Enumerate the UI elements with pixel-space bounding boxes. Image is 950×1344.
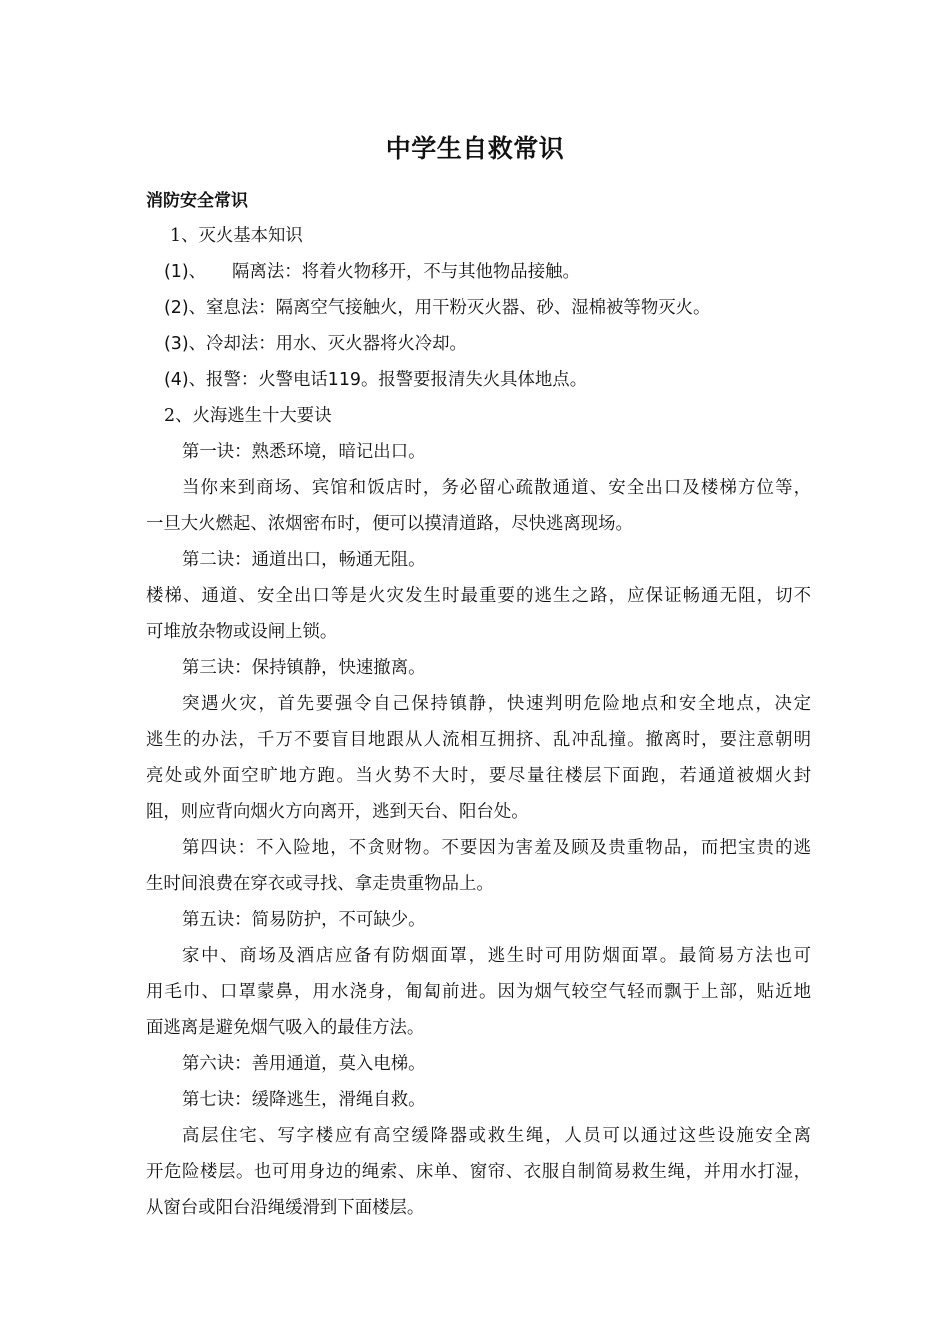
method-separator: 、 (188, 334, 207, 354)
method-text: 隔离法：将着火物移开，不与其他物品接触。 (232, 262, 580, 282)
tip-2-line-2: 可堆放杂物或设闸上锁。 (146, 622, 338, 642)
method-text: 冷却法：用水、灭火器将火冷却。 (206, 334, 467, 354)
tip-5-line-1: 家中、商场及酒店应备有防烟面罩，逃生时可用防烟面罩。最简易方法也可 (182, 946, 811, 966)
method-item-4 (146, 362, 811, 398)
method-separator: 、 (188, 262, 207, 282)
method-item-2 (146, 290, 811, 326)
tip-heading-3: 第三诀：保持镇静，快速撤离。 (182, 658, 426, 678)
tip-5-line-2: 用毛巾、口罩蒙鼻，用水浇身，匍匐前进。因为烟气较空气轻而飘于上部，贴近地 (146, 982, 811, 1002)
method-item-3 (146, 326, 811, 362)
method-number: (2) (164, 298, 189, 318)
method-separator: 、 (188, 370, 207, 390)
tip-heading-1: 第一诀：熟悉环境，暗记出口。 (182, 442, 426, 462)
tip-7-line-2: 开危险楼层。也可用身边的绳索、床单、窗帘、衣服自制简易救生绳，并用水打湿， (146, 1162, 811, 1182)
tip-2-line-1: 楼梯、通道、安全出口等是火灾发生时最重要的逃生之路，应保证畅通无阻，切不 (146, 586, 811, 606)
tip-heading-5: 第五诀：简易防护，不可缺少。 (182, 910, 426, 930)
tip-5-line-3: 面逃离是避免烟气吸入的最佳方法。 (146, 1018, 425, 1038)
document-body (146, 186, 811, 1226)
method-number: (4) (164, 370, 189, 390)
tip-7-line-3: 从窗台或阳台沿绳缓滑到下面楼层。 (146, 1198, 425, 1218)
tip-heading-6: 第六诀：善用通道，莫入电梯。 (182, 1054, 426, 1074)
method-text: 。报警要报清失火具体地点。 (361, 370, 588, 390)
method-number: (1) (164, 262, 189, 282)
method-item-1 (146, 254, 811, 290)
tip-heading-7: 第七诀：缓降逃生，滑绳自救。 (182, 1090, 426, 1110)
method-separator: 、 (188, 298, 207, 318)
method-text: 报警：火警电话 (206, 370, 328, 390)
subsection-heading-2: 2、火海逃生十大要诀 (164, 406, 332, 426)
document-title: 中学生自救常识 (385, 134, 565, 163)
tip-heading-2: 第二诀：通道出口，畅通无阻。 (182, 550, 426, 570)
section-title: 消防安全常识 (146, 191, 248, 211)
tip-3-line-2: 逃生的办法，千万不要盲目地跟从人流相互拥挤、乱冲乱撞。撤离时，要注意朝明 (146, 730, 811, 750)
subsection-heading-1: 1、灭火基本知识 (170, 226, 303, 246)
tip-3-line-1: 突遇火灾，首先要强令自己保持镇静，快速判明危险地点和安全地点，决定 (182, 694, 811, 714)
method-number: (3) (164, 334, 189, 354)
tip-3-line-3: 亮处或外面空旷地方跑。当火势不大时，要尽量往楼层下面跑，若通道被烟火封 (146, 766, 811, 786)
tip-1-line-2: 一旦大火燃起、浓烟密布时，便可以摸清道路，尽快逃离现场。 (146, 514, 633, 534)
tip-heading-4: 第四诀：不入险地，不贪财物。不要因为害羞及顾及贵重物品，而把宝贵的逃 (182, 838, 811, 858)
fire-phone-number: 119 (327, 370, 361, 390)
tip-7-line-1: 高层住宅、写字楼应有高空缓降器或救生绳，人员可以通过这些设施安全离 (182, 1126, 811, 1146)
tip-1-line-1: 当你来到商场、宾馆和饭店时，务必留心疏散通道、安全出口及楼梯方位等， (182, 478, 811, 498)
tip-3-line-4: 阻，则应背向烟火方向离开，逃到天台、阳台处。 (146, 802, 529, 822)
tip-4-line-1: 生时间浪费在穿衣或寻找、拿走贵重物品上。 (146, 874, 494, 894)
method-text: 窒息法：隔离空气接触火，用干粉灭火器、砂、湿棉被等物灭火。 (206, 298, 711, 318)
